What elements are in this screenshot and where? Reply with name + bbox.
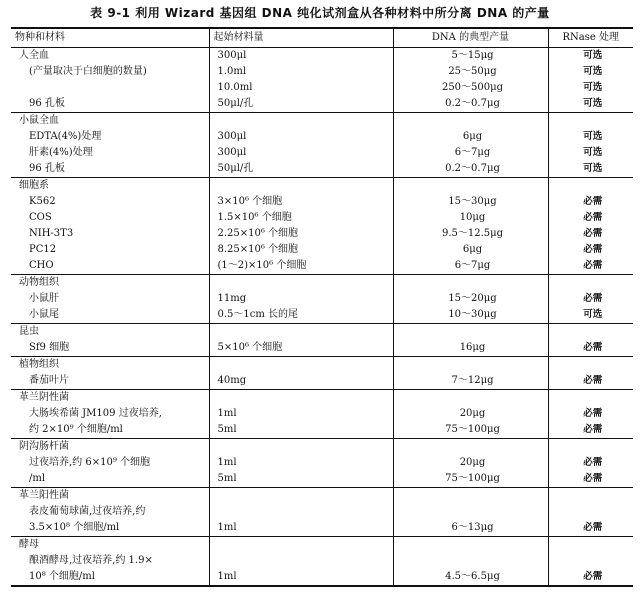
table-row: [11, 422, 633, 439]
yield-cell: 6～7μg: [393, 258, 548, 275]
species-cell: 人全血: [19, 50, 49, 61]
header-starting-amount: 起始材料量: [209, 28, 393, 48]
yield-cell: 20μg: [393, 455, 548, 471]
species-cell: 小鼠肝: [29, 293, 59, 304]
amount-cell: 50μl/孔: [209, 96, 393, 113]
yield-cell: 7～12μg: [393, 373, 548, 390]
table-row: [11, 275, 633, 292]
header-row: [11, 28, 633, 48]
species-cell: 96 孔板: [11, 161, 209, 178]
yield-cell: 4.5～6.5μg: [393, 569, 548, 586]
species-cell: 番茄叶片: [11, 373, 209, 390]
amount-cell: [209, 390, 393, 407]
rnase-cell: [548, 390, 633, 407]
amount-cell: 1ml: [209, 569, 393, 586]
amount-cell: 300μl: [209, 129, 393, 145]
table-row: [11, 373, 633, 390]
amount-cell: [209, 178, 393, 195]
species-cell: 约 2×10⁹ 个细胞/ml: [11, 422, 209, 439]
amount-cell: 1ml: [209, 455, 393, 471]
rnase-cell: 必需: [548, 471, 633, 488]
rnase-cell: [548, 439, 633, 456]
species-cell: K562: [29, 196, 56, 207]
table-row: [11, 64, 633, 80]
rnase-cell: 可选: [548, 307, 633, 324]
header-rnase: RNase 处理: [548, 28, 633, 48]
rnase-cell: [548, 357, 633, 374]
table-body: [11, 48, 633, 587]
species-cell: 酿酒酵母,过夜培养,约 1.9×: [29, 555, 153, 566]
table-row: [11, 242, 633, 258]
table-row: [11, 520, 633, 537]
yield-cell: [393, 357, 548, 374]
yield-cell: [393, 275, 548, 292]
amount-cell: 50μl/孔: [209, 161, 393, 178]
amount-cell: 11mg: [209, 291, 393, 307]
table-row: [11, 258, 633, 275]
species-cell: 酵母: [19, 539, 39, 550]
rnase-cell: [548, 537, 633, 554]
yield-cell: 10～30μg: [393, 307, 548, 324]
table-row: [11, 145, 633, 161]
rnase-cell: [548, 488, 633, 505]
species-cell: 10⁸ 个细胞/ml: [11, 569, 209, 586]
species-cell: (产量取决于白细胞的数量): [29, 66, 147, 77]
yield-cell: 25～50μg: [393, 64, 548, 80]
table-row: [11, 439, 633, 456]
yield-cell: 16μg: [393, 340, 548, 357]
rnase-cell: 可选: [548, 96, 633, 113]
table-row: [11, 194, 633, 210]
yield-table: [11, 27, 633, 587]
table-row: [11, 226, 633, 242]
amount-cell: 1.5×10⁶ 个细胞: [209, 210, 393, 226]
yield-cell: [393, 390, 548, 407]
header-species: 物种和材料: [11, 28, 209, 48]
amount-cell: 2.25×10⁶ 个细胞: [209, 226, 393, 242]
amount-cell: 300μl: [209, 48, 393, 65]
rnase-cell: [548, 178, 633, 195]
table-row: [11, 178, 633, 195]
species-cell: EDTA(4%)处理: [29, 131, 102, 142]
yield-cell: 0.2～0.7μg: [393, 161, 548, 178]
rnase-cell: [548, 275, 633, 292]
species-cell: Sf9 细胞: [11, 340, 209, 357]
rnase-cell: 必需: [548, 422, 633, 439]
table-row: [11, 569, 633, 586]
rnase-cell: 必需: [548, 340, 633, 357]
species-cell: [11, 80, 209, 96]
rnase-cell: [548, 324, 633, 341]
amount-cell: [209, 439, 393, 456]
table-row: [11, 129, 633, 145]
rnase-cell: 必需: [548, 520, 633, 537]
table-row: [11, 161, 633, 178]
rnase-cell: 必需: [548, 258, 633, 275]
table-row: [11, 488, 633, 505]
yield-cell: 15～30μg: [393, 194, 548, 210]
amount-cell: 1.0ml: [209, 64, 393, 80]
rnase-cell: 可选: [548, 48, 633, 65]
table-row: [11, 113, 633, 130]
table-row: [11, 307, 633, 324]
species-cell: 96 孔板: [11, 96, 209, 113]
species-cell: 过夜培养,约 6×10⁹ 个细胞: [29, 457, 151, 468]
species-cell: 植物组织: [19, 359, 59, 370]
species-cell: 昆虫: [19, 326, 39, 337]
table-row: [11, 553, 633, 569]
amount-cell: [209, 537, 393, 554]
species-cell: COS: [29, 212, 52, 223]
yield-cell: [393, 553, 548, 569]
rnase-cell: 必需: [548, 226, 633, 242]
yield-cell: 75～100μg: [393, 471, 548, 488]
amount-cell: (1～2)×10⁶ 个细胞: [209, 258, 393, 275]
species-cell: 革兰阳性菌: [19, 490, 69, 501]
table-row: [11, 471, 633, 488]
rnase-cell: 可选: [548, 129, 633, 145]
amount-cell: 10.0ml: [209, 80, 393, 96]
amount-cell: [209, 275, 393, 292]
amount-cell: 1ml: [209, 406, 393, 422]
table-row: [11, 48, 633, 65]
amount-cell: [209, 488, 393, 505]
rnase-cell: 必需: [548, 569, 633, 586]
amount-cell: [209, 113, 393, 130]
species-cell: 3.5×10⁸ 个细胞/ml: [11, 520, 209, 537]
species-cell: 肝素(4%)处理: [29, 147, 93, 158]
table-row: [11, 291, 633, 307]
table-row: [11, 537, 633, 554]
rnase-cell: 可选: [548, 64, 633, 80]
amount-cell: 40mg: [209, 373, 393, 390]
rnase-cell: 必需: [548, 406, 633, 422]
yield-cell: [393, 504, 548, 520]
yield-cell: 9.5～12.5μg: [393, 226, 548, 242]
table-title: 表 9-1 利用 Wizard 基因组 DNA 纯化试剂盒从各种材料中所分离 DNA 的产量: [90, 6, 550, 20]
amount-cell: 5ml: [209, 422, 393, 439]
species-cell: 阴沟肠杆菌: [19, 441, 69, 452]
amount-cell: 3×10⁶ 个细胞: [209, 194, 393, 210]
table-row: [11, 357, 633, 374]
amount-cell: [209, 324, 393, 341]
yield-cell: 6～13μg: [393, 520, 548, 537]
header-typical-yield: DNA 的典型产量: [393, 28, 548, 48]
yield-cell: 10μg: [393, 210, 548, 226]
yield-cell: [393, 537, 548, 554]
species-cell: 动物组织: [19, 277, 59, 288]
yield-cell: 6μg: [393, 129, 548, 145]
yield-cell: 15～20μg: [393, 291, 548, 307]
species-cell: 小鼠尾: [11, 307, 209, 324]
table-row: [11, 390, 633, 407]
yield-cell: [393, 488, 548, 505]
amount-cell: 5×10⁶ 个细胞: [209, 340, 393, 357]
rnase-cell: 必需: [548, 455, 633, 471]
table-row: [11, 96, 633, 113]
amount-cell: 8.25×10⁶ 个细胞: [209, 242, 393, 258]
yield-cell: 75～100μg: [393, 422, 548, 439]
table-row: [11, 455, 633, 471]
amount-cell: 300μl: [209, 145, 393, 161]
table-row: [11, 324, 633, 341]
rnase-cell: 必需: [548, 194, 633, 210]
rnase-cell: 可选: [548, 80, 633, 96]
rnase-cell: 必需: [548, 242, 633, 258]
table-row: [11, 80, 633, 96]
amount-cell: [209, 504, 393, 520]
rnase-cell: [548, 553, 633, 569]
species-cell: 革兰阴性菌: [19, 392, 69, 403]
amount-cell: 0.5～1cm 长的尾: [209, 307, 393, 324]
species-cell: PC12: [29, 244, 57, 255]
amount-cell: [209, 553, 393, 569]
yield-cell: [393, 439, 548, 456]
table-row: [11, 340, 633, 357]
rnase-cell: 必需: [548, 210, 633, 226]
species-cell: 细胞系: [19, 180, 49, 191]
species-cell: 小鼠全血: [19, 115, 59, 126]
yield-cell: 20μg: [393, 406, 548, 422]
yield-cell: 0.2～0.7μg: [393, 96, 548, 113]
amount-cell: 1ml: [209, 520, 393, 537]
yield-cell: 6μg: [393, 242, 548, 258]
species-cell: NIH-3T3: [29, 228, 74, 239]
table-row: [11, 504, 633, 520]
rnase-cell: [548, 504, 633, 520]
yield-cell: 250～500μg: [393, 80, 548, 96]
yield-cell: [393, 178, 548, 195]
rnase-cell: 可选: [548, 145, 633, 161]
amount-cell: [209, 357, 393, 374]
table-row: [11, 406, 633, 422]
species-cell: 大肠埃希菌 JM109 过夜培养,: [29, 408, 162, 419]
species-cell: /ml: [11, 471, 209, 488]
amount-cell: 5ml: [209, 471, 393, 488]
yield-cell: 6～7μg: [393, 145, 548, 161]
species-cell: 表皮葡萄球菌,过夜培养,约: [29, 506, 146, 517]
rnase-cell: 必需: [548, 373, 633, 390]
rnase-cell: [548, 113, 633, 130]
species-cell: CHO: [11, 258, 209, 275]
rnase-cell: 必需: [548, 291, 633, 307]
rnase-cell: 可选: [548, 161, 633, 178]
table-row: [11, 210, 633, 226]
yield-cell: [393, 324, 548, 341]
yield-cell: 5～15μg: [393, 48, 548, 65]
yield-cell: [393, 113, 548, 130]
